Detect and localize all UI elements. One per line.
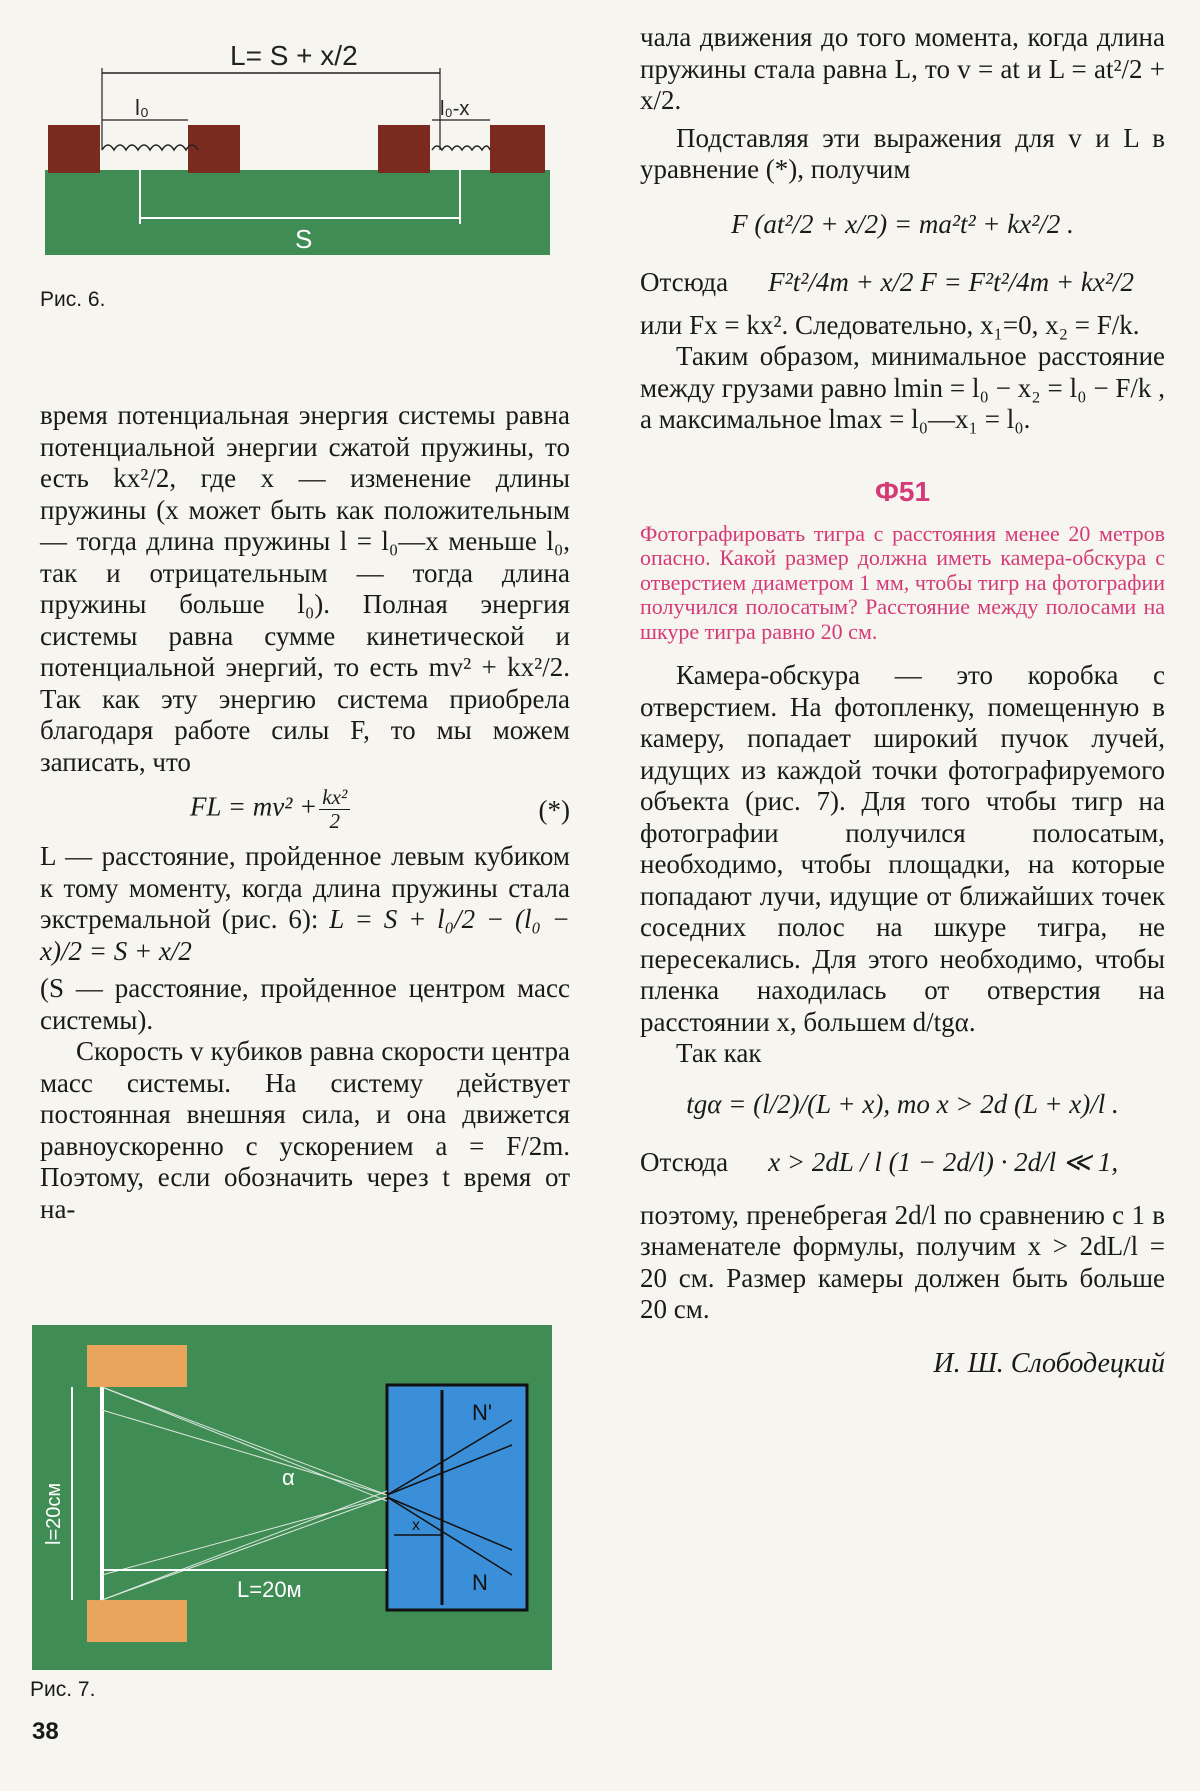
fig6-label-l0: l₀ bbox=[135, 95, 150, 120]
fig6-left-block-1 bbox=[48, 125, 100, 173]
left-paragraph-2-eq: L = S + l₀/2 − (l₀ − x)/2 = S + x/2 bbox=[40, 904, 571, 966]
author-signature: И. Ш. Слободецкий bbox=[933, 1347, 1165, 1379]
right-equation-4 bbox=[640, 1142, 1165, 1182]
right-equation-2-label: Отсюда bbox=[640, 266, 729, 297]
fig7-label-l: l=20см bbox=[43, 1482, 65, 1545]
problem-text: Фотографировать тигра с расстояния менее 20 метров опасно. Какой размер должна иметь камера-обскура с отверстием диаметром 1 мм, чтобы тигр на фотографии получился полосатым? Расстояние между полосами на шкуре тигра равно 20 см. bbox=[640, 520, 1165, 644]
fig7-label-alpha: α bbox=[282, 1465, 295, 1490]
eq-star-den: 2 bbox=[329, 809, 341, 833]
right-paragraph-1: чала движения до того момента, когда длина пружины стала равна L, то v = at и L = at²/2 + x/2. bbox=[640, 22, 1165, 115]
fig7-label-N2: N bbox=[472, 1570, 488, 1595]
equation-star bbox=[40, 786, 570, 833]
right-equation-3: tgα = (l/2)/(L + x), то x > 2d (L + x)/l . bbox=[686, 1088, 1119, 1119]
right-equation-4-label: Отсюда bbox=[640, 1146, 729, 1177]
left-paragraph-2-text: L — расстояние, пройденное левым кубиком к тому моменту, когда длина пружины стала экстремальной (рис. 6): bbox=[40, 841, 570, 934]
left-paragraph-2 bbox=[40, 841, 570, 967]
fig7-camera bbox=[387, 1385, 527, 1610]
right-paragraph-5: Камера-обскура — это коробка с отверстием. На фотопленку, помещенную в камеру, попадает широкий пучок лучей, идущих из каждой точки фотографируемого объекта (рис. 7). Для того чтобы тигр на фотографии получился полосатым, необходимо, чтобы площадки, на которые попадают лучи, идущие от ближайших точек соседних полос на шкуре тигра, не пересекались. Для этого необходимо, чтобы пленка находилась от отверстия на расстоянии x, большем d/tgα. bbox=[640, 660, 1165, 1037]
fig6-label-l0x: l₀-x bbox=[440, 98, 470, 120]
figure-6 bbox=[40, 10, 560, 260]
fig6-right-block-2 bbox=[490, 125, 545, 173]
right-equation-2 bbox=[640, 262, 1165, 302]
fig6-spring-right bbox=[432, 146, 490, 150]
fig6-right-block-1 bbox=[378, 125, 430, 173]
eq-star-fraction bbox=[319, 786, 350, 833]
right-paragraph-2: Подставляя эти выражения для v и L в уравнение (*), получим bbox=[640, 122, 1165, 184]
right-paragraph-4: Таким образом, минимальное расстояние между грузами равно lmin = l₀ − x₂ = l₀ − F/k , а максимальное lmax = l₀—x₁ = l₀. bbox=[640, 341, 1165, 434]
fig6-spring-left bbox=[102, 145, 198, 150]
eq-star-left: FL = mv² + bbox=[190, 791, 318, 822]
right-equation-1: F (at²/2 + x/2) = ma²t² + kx²/2 . bbox=[731, 208, 1074, 239]
right-equation-2-body: F²t²/4m + x/2 F = F²t²/4m + kx²/2 bbox=[768, 266, 1134, 297]
fig6-label-S: S bbox=[295, 224, 313, 254]
fig6-left-block-2 bbox=[188, 125, 240, 173]
left-paragraph-3: (S — расстояние, пройденное центром масс системы). bbox=[40, 973, 570, 1035]
left-paragraph-1: время потенциальная энергия системы равна потенциальной энергии сжатой пружины, то есть kx²/2, где x — изменение длины пружины (x может быть как положительным — тогда длина пружины l = l₀—x меньше l₀, так и отрицательным — тогда длина пружины больше l₀). Полная энергия системы равна сумме кинетической и потенциальной энергий, то есть mv² + kx²/2. Так как эту энергию система приобрела благодаря работе силы F, то мы можем записать, что bbox=[40, 400, 570, 777]
left-paragraph-4: Скорость v кубиков равна скорости центра масс системы. На систему действует постоянная внешняя сила, и она движется равноускоренно с ускорением a = F/2m. Поэтому, если обозначить через t время от на- bbox=[40, 1036, 570, 1224]
fig7-label-N1: N' bbox=[472, 1400, 493, 1425]
fig7-label-x: x bbox=[412, 1517, 420, 1534]
fig7-caption: Рис. 7. bbox=[30, 1678, 96, 1701]
eq-star-num: kx² bbox=[319, 786, 350, 810]
right-paragraph-3: или Fx = kx². Следовательно, x₁=0, x₂ = F/k. bbox=[640, 309, 1140, 340]
fig6-caption: Рис. 6. bbox=[40, 288, 106, 311]
problem-title: Ф51 bbox=[874, 475, 931, 507]
eq-star-mark: (*) bbox=[538, 794, 570, 825]
fig6-label-L: L= S + x/2 bbox=[230, 40, 358, 71]
fig7-label-L: L=20м bbox=[237, 1577, 302, 1602]
page-number: 38 bbox=[32, 1718, 59, 1745]
right-paragraph-6: Так как bbox=[676, 1038, 762, 1068]
fig7-top-block bbox=[87, 1345, 187, 1387]
right-equation-4-body: x > 2dL / l (1 − 2d/l) · 2d/l ≪ 1, bbox=[768, 1146, 1119, 1177]
figure-7 bbox=[32, 1325, 552, 1670]
fig7-bottom-block bbox=[87, 1600, 187, 1642]
right-paragraph-7: поэтому, пренебрегая 2d/l по сравнению с 1 в знаменателе формулы, получим x > 2dL/l = 20 см. Размер камеры должен быть больше 20 см. bbox=[640, 1199, 1165, 1324]
